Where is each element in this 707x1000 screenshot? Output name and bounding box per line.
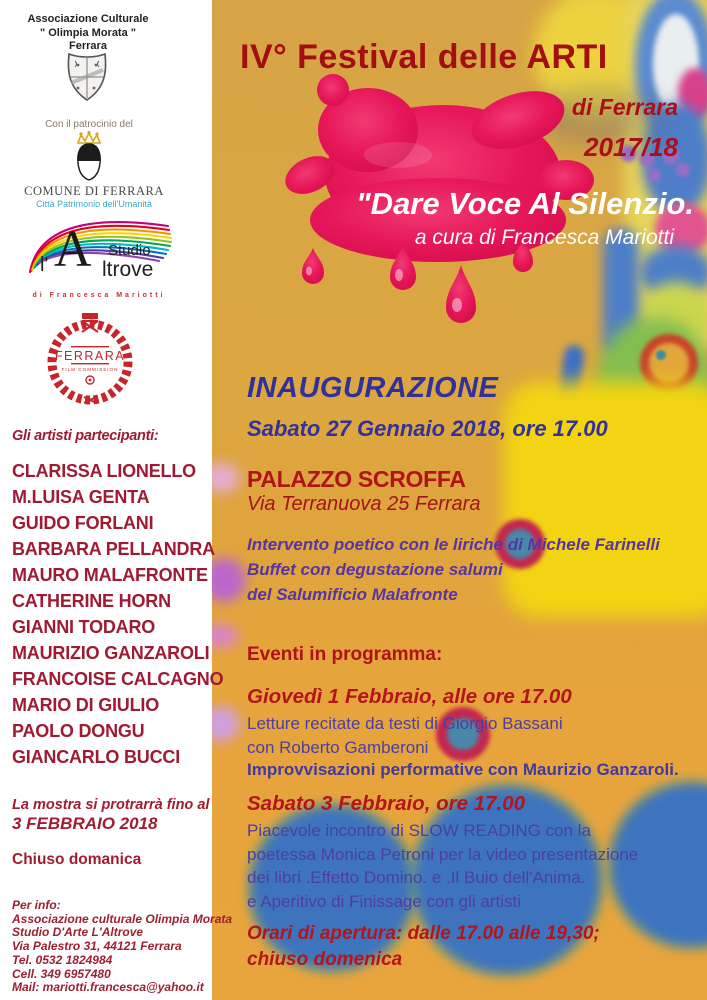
program-line: Intervento poetico con le liriche di Michele Farinelli: [247, 535, 660, 554]
artist-name: GIANNI TODARO: [12, 617, 156, 637]
altrove-ltrove-label: ltrove: [102, 258, 154, 281]
artist-name: MAURIZIO GANZAROLI: [12, 643, 210, 663]
artist-name: FRANCOISE CALCAGNO: [12, 669, 224, 689]
event2-description: [247, 819, 638, 913]
comune-ferrara-crest-icon: [69, 131, 109, 183]
altrove-curator-label: di Francesca Mariotti: [32, 292, 166, 299]
association-line: Associazione Culturale: [27, 13, 149, 25]
association-block: [27, 13, 149, 54]
patronage-label: Con il patrocinio del: [45, 119, 133, 130]
event1-date: Giovedì 1 Febbraio, alle ore 17.00: [247, 685, 572, 708]
association-line: Ferrara: [69, 40, 107, 52]
closed-note: Chiuso domanica: [12, 851, 142, 868]
artist-name: MAURO MALAFRONTE: [12, 565, 208, 585]
artist-name: MARIO DI GIULIO: [12, 695, 159, 715]
artist-name: GIANCARLO BUCCI: [12, 747, 180, 767]
info-line: Studio D'Arte L'Altrove: [12, 925, 144, 940]
ffc-sub-text: FILM COMMISSION: [61, 367, 119, 372]
info-line: Mail: mariotti.francesca@yahoo.it: [12, 980, 204, 995]
events-heading: Eventi in programma:: [247, 644, 443, 665]
motto-curator: a cura di Francesca Mariotti: [414, 226, 674, 249]
opening-hours: [247, 921, 600, 973]
painting-purple-dot: [648, 169, 661, 182]
event1-description: [247, 712, 563, 759]
comune-name: COMUNE DI FERRARA: [24, 184, 164, 198]
festival-subtitle-year: 2017/18: [584, 132, 678, 162]
exhibition-duration-date: 3 FEBBRAIO 2018: [12, 814, 158, 833]
altrove-prefix: l': [40, 254, 49, 276]
event1-line: con Roberto Gamberoni: [247, 737, 429, 757]
inauguration-program: [247, 532, 660, 607]
venue-address: Via Terranuova 25 Ferrara: [247, 493, 481, 515]
info-line: Associazione culturale Olimpia Morata: [12, 911, 233, 926]
festival-motto: "Dare Voce Al Silenzio.: [355, 186, 694, 221]
opening-hours-line: chiuso domenica: [247, 949, 403, 970]
association-line: " Olimpia Morata ": [39, 26, 136, 39]
exhibition-duration-line: La mostra si protrarrà fino al: [12, 797, 210, 813]
laurel-wreath-icon: [40, 308, 140, 408]
event1-line: Letture recitate da testi di Giorgio Bassani: [247, 714, 563, 733]
inauguration-date: Sabato 27 Gennaio 2018, ore 17.00: [247, 416, 608, 441]
festival-subtitle-place: di Ferrara: [571, 94, 678, 120]
artist-name: M.LUISA GENTA: [12, 487, 150, 507]
event2-line: e Aperitivo di Finissage con gli artisti: [247, 891, 522, 911]
venue-name: PALAZZO SCROFFA: [247, 466, 466, 492]
opening-hours-line: Orari di apertura: dalle 17.00 alle 19,30;: [247, 923, 600, 944]
comune-subtitle: Città Patrimonio dell'Umanità: [36, 199, 152, 209]
artist-name: GUIDO FORLANI: [12, 513, 154, 533]
altrove-studio-logo: [18, 214, 180, 310]
info-line: Cell. 349 6957480: [12, 966, 111, 981]
event2-date: Sabato 3 Febbraio, ore 17.00: [247, 792, 525, 815]
artists-list: [12, 458, 223, 770]
painting-ring-center: [656, 350, 666, 360]
altrove-big-a: A: [54, 221, 92, 278]
artist-name: PAOLO DONGU: [12, 721, 145, 741]
info-line: Tel. 0532 1824984: [12, 952, 113, 967]
contact-info-block: [12, 899, 232, 995]
exhibition-duration: [12, 796, 209, 833]
artists-heading: Gli artisti partecipanti:: [12, 428, 159, 444]
event1-highlight: Improvvisazioni performative con Maurizio Ganzaroli.: [247, 760, 679, 779]
artist-name: BARBARA PELLANDRA: [12, 539, 215, 559]
event2-line: dei libri .Effetto Domino. e .Il Buio dell'Anima.: [247, 868, 586, 887]
olimpia-morata-crest-icon: [62, 50, 112, 104]
program-line: del Salumificio Malafronte: [247, 585, 458, 604]
artist-name: CATHERINE HORN: [12, 591, 171, 611]
ferrara-film-commission-logo: [40, 308, 140, 408]
altrove-studio-label: Studio: [108, 242, 151, 259]
info-line: Per info:: [12, 898, 61, 912]
painting-purple-dot: [676, 163, 690, 177]
festival-title: IV° Festival delle ARTI: [240, 38, 608, 76]
ffc-name-text: FERRARA: [54, 349, 126, 363]
event2-line: poetessa Monica Petroni per la video presentazione: [247, 844, 639, 864]
event2-line: Piacevole incontro di SLOW READING con la: [247, 821, 591, 840]
info-line: Via Palestro 31, 44121 Ferrara: [12, 939, 182, 954]
program-line: Buffet con degustazione salumi: [247, 560, 503, 579]
artist-name: CLARISSA LIONELLO: [12, 461, 196, 481]
inauguration-heading: INAUGURAZIONE: [247, 372, 499, 404]
